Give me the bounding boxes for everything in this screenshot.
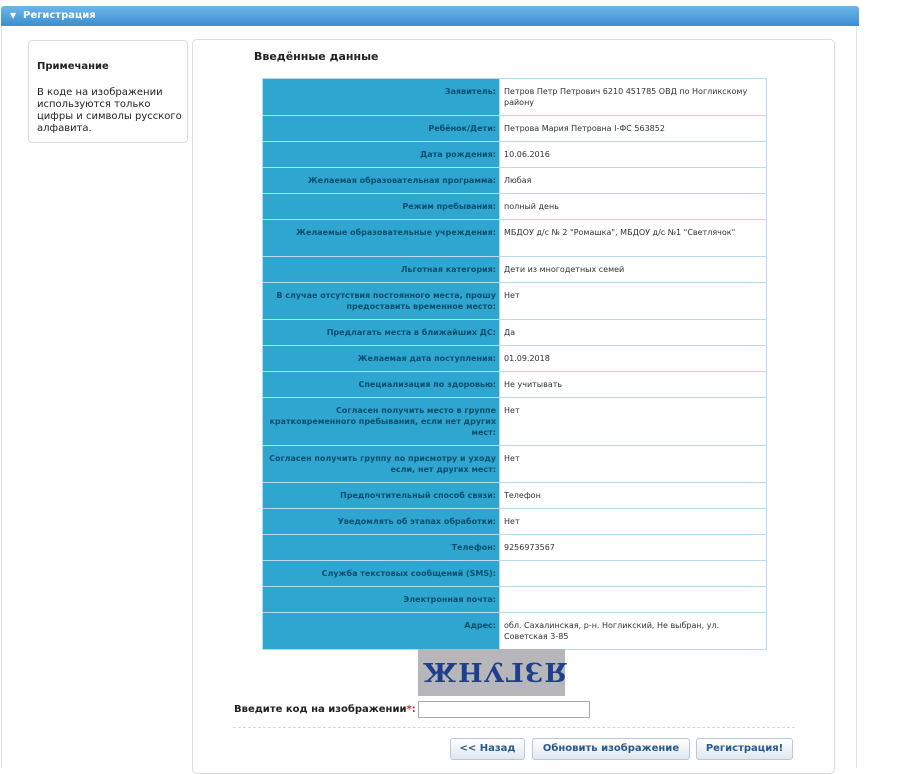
table-row xyxy=(263,116,767,142)
row-label-nearest: Предлагать места в ближайших ДС: xyxy=(263,320,500,346)
row-value-contact-method: Телефон xyxy=(500,483,767,509)
table-row xyxy=(263,79,767,116)
row-value-care-group: Нет xyxy=(500,446,767,483)
row-label-notify: Уведомлять об этапах обработки: xyxy=(263,509,500,535)
row-value-notify: Нет xyxy=(500,509,767,535)
row-label-admission-date: Желаемая дата поступления: xyxy=(263,346,500,372)
row-label-address: Адрес: xyxy=(263,613,500,650)
divider xyxy=(233,727,795,728)
row-value-sms xyxy=(500,561,767,587)
row-label-stay-mode: Режим пребывания: xyxy=(263,194,500,220)
section-title: Введённые данные xyxy=(254,50,379,63)
table-row xyxy=(263,194,767,220)
row-label-children: Ребёнок/Дети: xyxy=(263,116,500,142)
table-row xyxy=(263,561,767,587)
row-value-institutions: МБДОУ д/с № 2 "Ромашка", МБДОУ д/с №1 "Светлячок" xyxy=(500,220,767,257)
row-value-admission-date: 01.09.2018 xyxy=(500,346,767,372)
table-row xyxy=(263,320,767,346)
table-row xyxy=(263,587,767,613)
table-row xyxy=(263,509,767,535)
row-label-short-stay: Согласен получить место в группе кратковременного пребывания, если нет других мест: xyxy=(263,398,500,446)
row-value-email xyxy=(500,587,767,613)
row-value-temporary-place: Нет xyxy=(500,283,767,320)
table-row xyxy=(263,398,767,446)
row-label-birth-date: Дата рождения: xyxy=(263,142,500,168)
collapse-arrow-icon[interactable]: ▼ xyxy=(10,11,17,20)
row-label-institutions: Желаемые образовательные учреждения: xyxy=(263,220,500,257)
row-label-contact-method: Предпочтительный способ связи: xyxy=(263,483,500,509)
registration-header[interactable] xyxy=(1,6,859,26)
note-text: В коде на изображении используются только цифры и символы русского алфавита. xyxy=(37,87,182,134)
entered-data-table xyxy=(262,78,767,650)
row-value-program: Любая xyxy=(500,168,767,194)
row-value-applicant: Петров Петр Петрович 6210 451785 ОВД по Ногликскому району xyxy=(500,79,767,116)
row-label-sms: Служба текстовых сообщений (SMS): xyxy=(263,561,500,587)
refresh-image-button[interactable]: Обновить изображение xyxy=(532,738,690,760)
table-row xyxy=(263,257,767,283)
table-row xyxy=(263,446,767,483)
row-value-phone: 9256973567 xyxy=(500,535,767,561)
back-button[interactable]: << Назад xyxy=(450,738,525,760)
row-value-children: Петрова Мария Петровна I-ФС 563852 xyxy=(500,116,767,142)
table-row xyxy=(263,168,767,194)
captcha-code-input[interactable] xyxy=(418,701,590,718)
table-row xyxy=(263,483,767,509)
table-row xyxy=(263,613,767,650)
row-value-benefit: Дети из многодетных семей xyxy=(500,257,767,283)
table-row xyxy=(263,346,767,372)
row-label-program: Желаемая образовательная программа: xyxy=(263,168,500,194)
captcha-image xyxy=(418,649,568,696)
header-title: Регистрация xyxy=(23,10,96,21)
row-label-applicant: Заявитель: xyxy=(263,79,500,116)
required-mark: *: xyxy=(406,704,416,715)
row-value-health: Не учитывать xyxy=(500,372,767,398)
row-value-address: обл. Сахалинская, р-н. Ногликский, Не выбран, ул. Советская 3-85 xyxy=(500,613,767,650)
row-label-benefit: Льготная категория: xyxy=(263,257,500,283)
register-button[interactable]: Регистрация! xyxy=(696,738,793,760)
note-panel xyxy=(28,40,188,143)
captcha-text: ЯЗГУНЖ xyxy=(422,656,568,686)
row-label-care-group: Согласен получить группу по присмотру и уходу если, нет других мест: xyxy=(263,446,500,483)
row-label-phone: Телефон: xyxy=(263,535,500,561)
captcha-code-label-text: Введите код на изображении xyxy=(234,704,407,715)
table-row xyxy=(263,535,767,561)
table-row xyxy=(263,372,767,398)
table-row xyxy=(263,142,767,168)
row-value-short-stay: Нет xyxy=(500,398,767,446)
row-label-temporary-place: В случае отсутствия постоянного места, прошу предоставить временное место: xyxy=(263,283,500,320)
row-value-stay-mode: полный день xyxy=(500,194,767,220)
note-title: Примечание xyxy=(37,61,109,72)
row-label-email: Электронная почта: xyxy=(263,587,500,613)
row-value-birth-date: 10.06.2016 xyxy=(500,142,767,168)
table-row xyxy=(263,283,767,320)
row-label-health: Специализация по здоровью: xyxy=(263,372,500,398)
row-value-nearest: Да xyxy=(500,320,767,346)
captcha-code-label xyxy=(234,704,416,715)
table-row xyxy=(263,220,767,257)
